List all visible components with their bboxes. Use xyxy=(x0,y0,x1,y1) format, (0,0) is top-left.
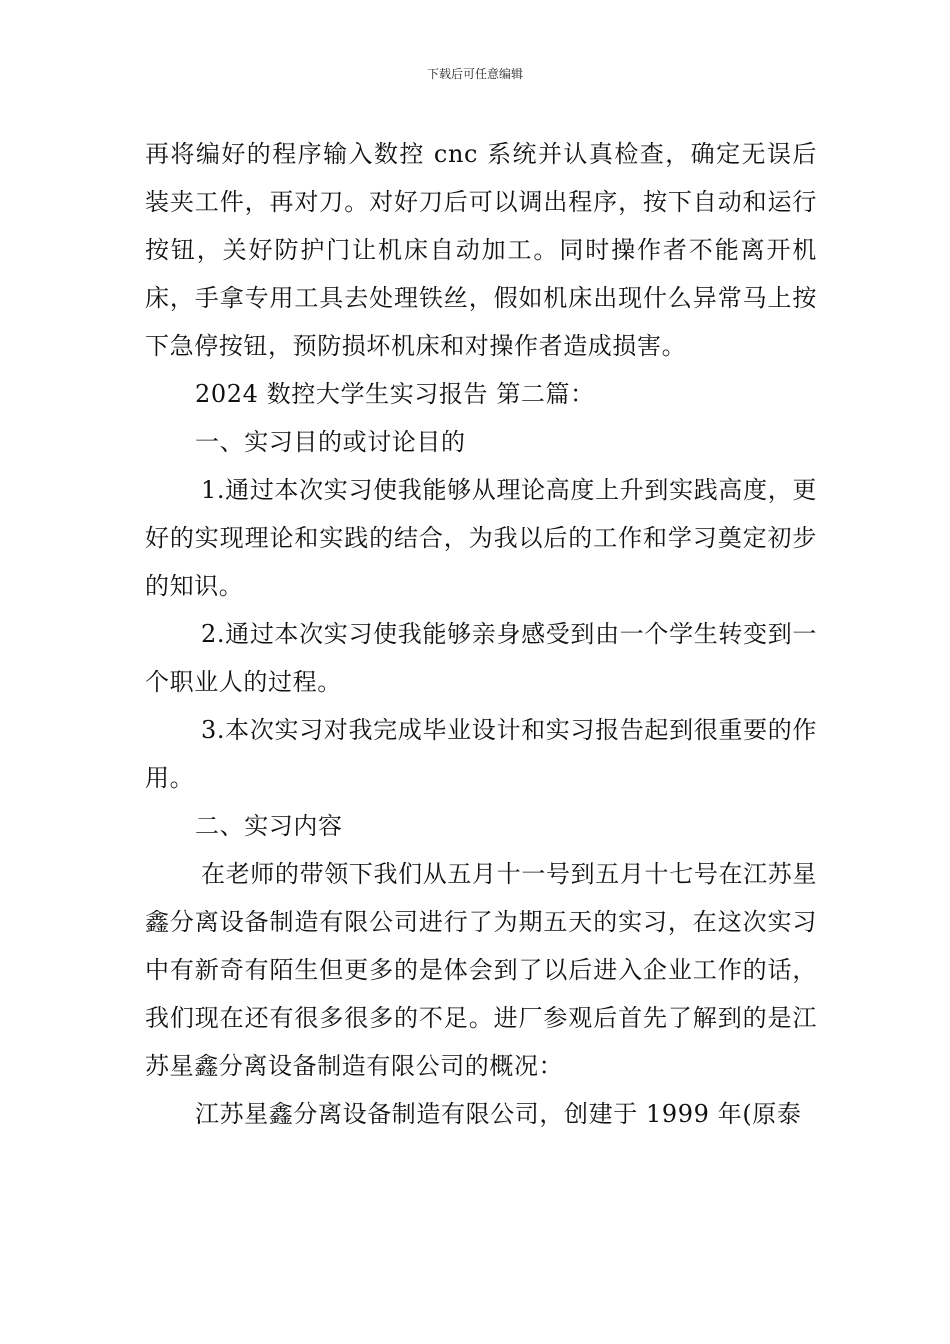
purpose-item-3: 3.本次实习对我完成毕业设计和实习报告起到很重要的作用。 xyxy=(145,716,817,792)
paragraph-internship-content: 在老师的带领下我们从五月十一号到五月十七号在江苏星鑫分离设备制造有限公司进行了为期五天的实习，在这次实习中有新奇有陌生但更多的是体会到了以后进入企业工作的话，我们现在还有很多很多的不足。进厂参观后首先了解到的是江苏星鑫分离设备制造有限公司的概况： xyxy=(145,860,817,1080)
header-text: 下载后可任意编辑 xyxy=(426,67,523,81)
heading-internship-content: 二、实习内容 xyxy=(195,812,343,840)
purpose-item-1: 1.通过本次实习使我能够从理论高度上升到实践高度，更好的实现理论和实践的结合，为我以后的工作和学习奠定初步的知识。 xyxy=(145,476,817,600)
paragraph-company-intro: 江苏星鑫分离设备制造有限公司，创建于 1999 年(原泰 xyxy=(195,1100,802,1128)
purpose-item-2: 2.通过本次实习使我能够亲身感受到由一个学生转变到一个职业人的过程。 xyxy=(145,620,817,696)
paragraph-procedure: 再将编好的程序输入数控 cnc 系统并认真检查，确定无误后装夹工件，再对刀。对好刀后可以调出程序，按下自动和运行按钮，关好防护门让机床自动加工。同时操作者不能离开机床，手拿专用工具去处理铁丝，假如机床出现什么异常马上按下急停按钮，预防损坏机床和对操作者造成损害。 xyxy=(145,140,817,360)
document-body xyxy=(145,130,817,1138)
section-title-part-two: 2024 数控大学生实习报告 第二篇： xyxy=(195,380,595,408)
heading-internship-purpose: 一、实习目的或讨论目的 xyxy=(195,428,466,456)
page-header xyxy=(0,66,950,82)
